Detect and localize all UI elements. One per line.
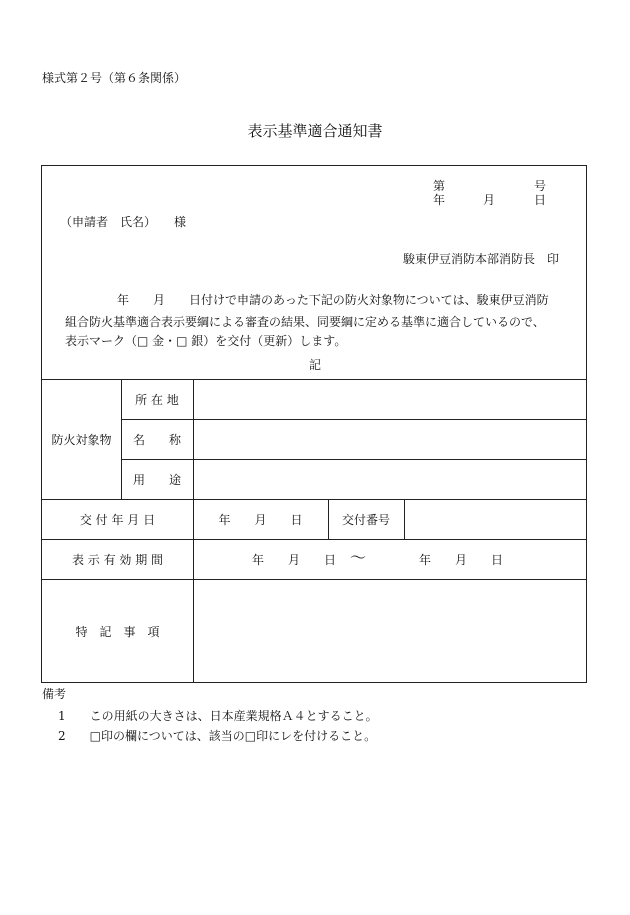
note-item-1: 1 この用紙の大きさは、日本産業規格Ａ４とすること。 bbox=[58, 709, 378, 723]
name-label: 名 称 bbox=[132, 432, 181, 447]
body-line-3: 表示マーク（□ 金・□ 銀）を交付（更新）します。 bbox=[65, 334, 347, 348]
special-remarks-label: 特 記 事 項 bbox=[75, 624, 160, 639]
issue-number-label: 交付番号 bbox=[341, 512, 390, 527]
document-title: 表示基準適合通知書 bbox=[247, 122, 383, 140]
number-suffix: 号 bbox=[534, 179, 547, 193]
validity-period-label: 表 示 有 効 期 間 bbox=[71, 552, 164, 567]
date-year: 年 bbox=[433, 193, 446, 207]
issuer-label: 駿東伊豆消防本部消防長 印 bbox=[402, 252, 559, 266]
number-prefix: 第 bbox=[433, 179, 446, 193]
validity-tilde: 〜 bbox=[350, 548, 367, 567]
ki-label: 記 bbox=[309, 358, 322, 372]
location-label: 所 在 地 bbox=[135, 392, 179, 407]
issue-date-label: 交 付 年 月 日 bbox=[79, 512, 156, 527]
validity-to: 年 月 日 bbox=[419, 553, 504, 567]
validity-from: 年 月 日 bbox=[252, 553, 337, 567]
body-line-1: 年 月 日付けで申請のあった下記の防火対象物については、駿東伊豆消防 bbox=[117, 293, 549, 307]
notes-heading: 備考 bbox=[42, 687, 67, 701]
use-label: 用 途 bbox=[132, 472, 181, 487]
issue-date-value: 年 月 日 bbox=[218, 512, 303, 527]
col-divider bbox=[404, 499, 405, 539]
date-month: 月 bbox=[483, 193, 496, 207]
applicant-name-label: （申請者 氏名） 様 bbox=[60, 215, 187, 229]
notice-form-box bbox=[41, 165, 587, 683]
date-day: 日 bbox=[534, 193, 547, 207]
form-number-label: 様式第２号（第６条関係） bbox=[42, 71, 187, 85]
body-line-2: 組合防火基準適合表示要綱による審査の結果、同要綱に定める基準に適合しているので、 bbox=[65, 315, 545, 329]
note-item-2: 2 □印の欄については、該当の□印にレを付けること。 bbox=[58, 729, 377, 743]
fire-target-label: 防火対象物 bbox=[51, 432, 112, 447]
